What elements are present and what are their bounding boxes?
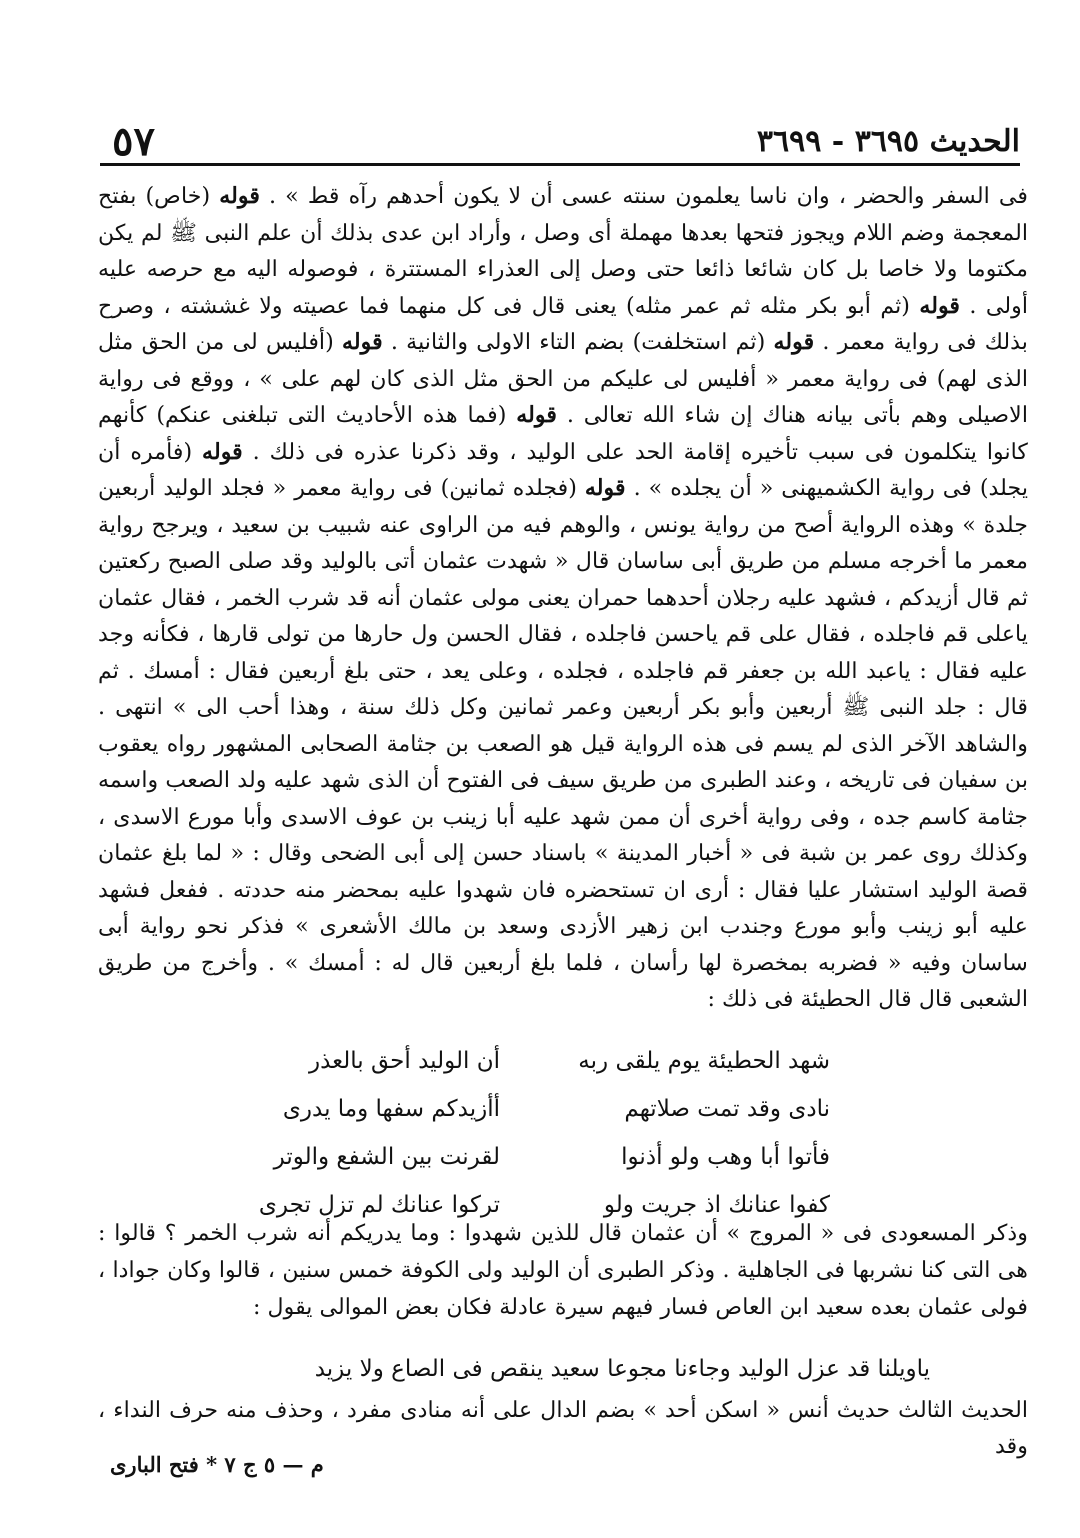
poem-hemistich-right: كفوا عنانك اذ جريت ولو [603,1192,830,1218]
poem-hemistich-right: نادى وقد تمت صلاتهم [624,1096,830,1122]
poem-verse [210,1037,830,1085]
text-segment: (فما هذه الأحاديث التى تبلغنى عنكم) كأنهم كانوا يتكلمون فى سبب تأخيره إقامة الحد على الوليد ، وقد ذكرنا عذره فى ذلك . [98,402,1028,465]
hadith-range-title: الحديث ٣٦٩٥ - ٣٦٩٩ [756,124,1020,159]
text-segment: (ثم أبو بكر مثله ثم عمر مثله) يعنى قال فى كل منهما فما عصيته ولا غششته ، وصرح بذلك فى رواية معمر . [98,292,1028,355]
keyword-qawluhu: قوله [516,402,557,428]
page-footer-signature: م — ٥ ج ٧ * فتح البارى [110,1452,324,1477]
page-number: ٥٧ [112,118,155,165]
poem-verse [210,1085,830,1133]
commentary-paragraph [98,178,1028,1018]
poem-verse [210,1133,830,1181]
text-segment: (خاص) بفتح المعجمة وضم اللام ويجوز فتحها بعدها مهملة أى وصل ، وأراد ابن عدى بذلك أن علم النبى ﷺ لم يكن مكتوما ولا خاصا بل كان شائعا ذائعا حتى وصل إلى العذراء المستترة ، فوصوله اليه مع حرصه عليه أولى . [98,183,1028,319]
commentary-paragraph-2: وذكر المسعودى فى « المروج » أن عثمان قال للذين شهدوا : وما يدريكم أنه شرب الخمر ؟ قالوا : هى التى كنا نشربها فى الجاهلية . وذكر الطبرى أن الوليد ولى الكوفة خمس سنين ، قالوا وكان جوادا ، فولى عثمان بعده سعيد ابن العاص فسار فيهم سيرة عادلة فكان بعض الموالى يقول : [98,1220,1028,1320]
poem-hemistich-left: أن الوليد أحق بالعذر [309,1048,500,1074]
rajaz-verse: ياويلنا قد عزل الوليد وجاءنا مجوعا سعيد ينقص فى الصاع ولا يزيد [314,1356,930,1382]
keyword-qawluhu: قوله [919,292,961,319]
keyword-qawluhu: قوله [219,183,260,209]
header-rule [100,163,1020,166]
keyword-qawluhu: قوله [341,329,383,355]
keyword-qawluhu: قوله [773,329,815,355]
keyword-qawluhu: قوله [202,438,243,465]
commentary-body [98,178,1028,1018]
poem-hemistich-left: لقرنت بين الشفع والوتر [273,1144,500,1170]
keyword-qawluhu: قوله [584,475,626,501]
text-segment: (فأمره أن يجلد) فى رواية الكشميهنى « أن يجلده » . [98,438,1028,501]
page-header [100,120,1020,166]
poem-hemistich-left: تركوا عنانك لم تزل تجرى [258,1192,500,1218]
text-segment: فى السفر والحضر ، وان ناسا يعلمون سنته عسى أن لا يكون أحدهم رآه قط » . [259,183,1028,209]
commentary-paragraph-3: الحديث الثالث حديث أنس « اسكن أحد » بضم الدال على أنه منادى مفرد ، وحذف منه حرف النداء ، وقد [98,1397,1028,1459]
text-segment: (أفليس لى من الحق مثل الذى لهم) فى رواية معمر « أفليس لى عليكم من الحق مثل الذى كان لهم على » ، ووقع فى رواية الاصيلى وهم بأتى بيانه هناك إن شاء الله تعالى . [98,329,1028,428]
poem-block [210,1037,830,1229]
text-segment: (ثم استخلفت) بضم التاء الاولى والثانية . [382,329,774,355]
poem-hemistich-right: فأتوا أبا وهب ولو أذنوا [621,1144,830,1170]
poem-hemistich-right: شهد الحطيئة يوم يلقى ربه [578,1048,830,1074]
text-segment: (فجلده ثمانين) فى رواية معمر « فجلد الوليد أربعين جلدة » وهذه الرواية أصح من رواية يونس ، والوهم فيه من الراوى عنه شبيب بن سعيد ، ويرجح رواية معمر ما أخرجه مسلم من طريق أبى ساسان قال « شهدت عثمان أتى بالوليد وقد صلى الصبح ركعتين ثم قال أزيدكم ، فشهد عليه رجلان أحدهما حمران يعنى مولى عثمان أنه قد شرب الخمر ، فقال عثمان ياعلى قم فاجلده ، فقال على قم ياحسن فاجلده ، فقال الحسن ول حارها من تولى قارها ، فكأنه وجد عليه فقال : ياعبد الله بن جعفر قم فاجلده ، فجلده ، وعلى يعد ، حتى بلغ أربعين فقال : أمسك . ثم قال : جلد النبى ﷺ أربعين وأبو بكر أربعين وعمر ثمانين وكل ذلك سنة ، وهذا أحب الى » انتهى . والشاهد الآخر الذى لم يسم فى هذه الرواية قيل هو الصعب بن جثامة الصحابى المشهور رواه يعقوب بن سفيان فى تاريخه ، وعند الطبرى من طريق سيف فى الفتوح أن الذى شهد عليه ولد الصعب واسمه جثامة كاسم جده ، وفى رواية أخرى أن ممن شهد عليه أبا زينب بن عوف الاسدى وأبا مورع الاسدى ، وكذلك روى عمر بن شبة فى « أخبار المدينة » باسناد حسن إلى أبى الضحى وقال : « لما بلغ عثمان قصة الوليد استشار عليا فقال : أرى ان تستحضره فان شهدوا عليه بمحضر منه حددته . ففعل فشهد عليه أبو زينب وأبو مورع وجندب ابن زهير الأزدى وسعد بن مالك الأشعرى » فذكر نحو رواية أبى ساسان وفيه « فضربه بمخصرة لها رأسان ، فلما بلغ أربعين قال له : أمسك » . وأخرج من طريق الشعبى قال قال الحطيئة فى ذلك : [98,475,1028,1012]
poem-hemistich-left: أأزيدكم سفها وما يدرى [282,1096,500,1122]
